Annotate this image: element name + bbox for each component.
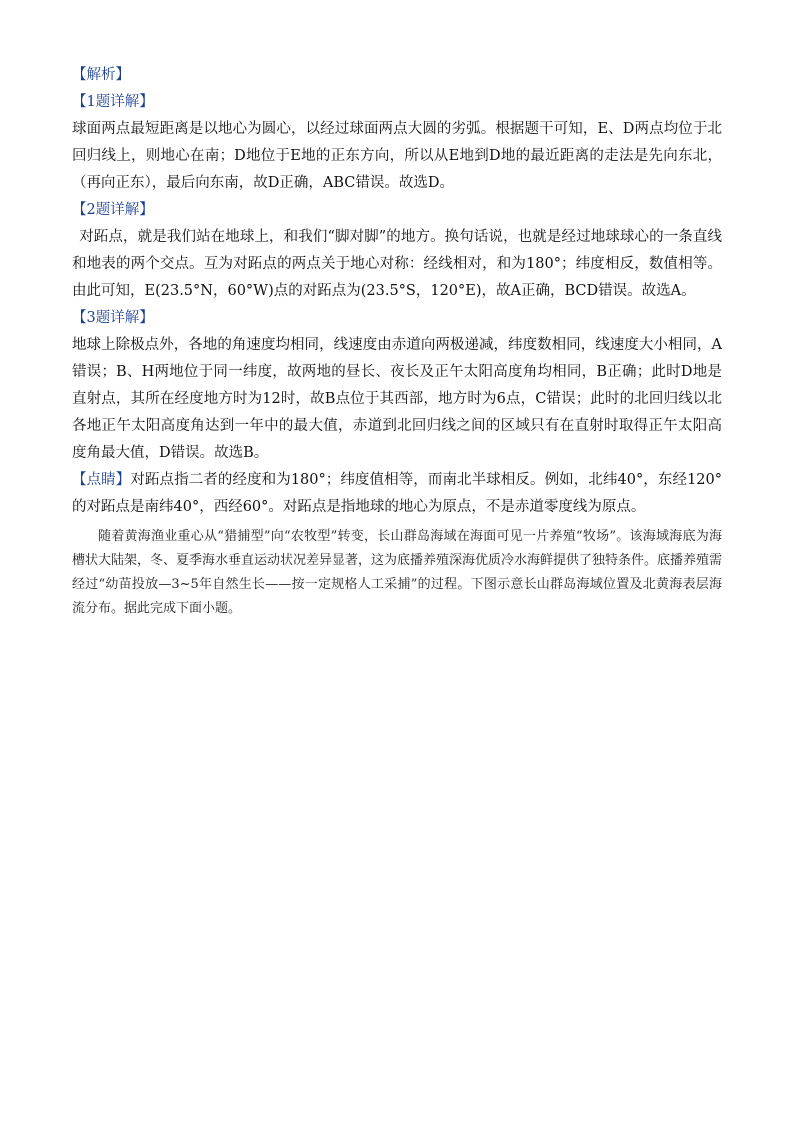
analysis-heading: 【解析】 [72, 67, 130, 83]
q3-heading: 【3题详解】 [72, 310, 154, 326]
q1-explanation: 球面两点最短距离是以地心为圆心，以经过球面两点大圆的劣弧。根据题干可知，E、D两点均位于北回归线上，则地心在南；D地位于E地的正东方向，所以从E地到D地的最近距离的走法是先向东北，（再向正东），最后向东南，故D正确，ABC错误。故选D。 [72, 121, 722, 191]
q1-heading: 【1题详解】 [72, 94, 154, 110]
q3-explanation: 地球上除极点外，各地的角速度均相同，线速度由赤道向两极递减，纬度数相同，线速度大小相同，A错误；B、H两地位于同一纬度，故两地的昼长、夜长及正午太阳高度角均相同，B正确；此时D地是直射点，其所在经度地方时为12时，故B点位于其西部，地方时为6点，C错误；此时的北回归线以北各地正午太阳高度角达到一年中的最大值，赤道到北回归线之间的区域只有在直射时取得正午太阳高度角最大值，D错误。故选B。 [72, 337, 722, 461]
q2-heading: 【2题详解】 [72, 202, 154, 218]
next-question-intro: 随着黄海渔业重心从“猎捕型”向“农牧型”转变，长山群岛海域在海面可见一片养殖“牧场”。该海域海底为海槽状大陆架，冬、夏季海水垂直运动状况差异显著，这为底播养殖深海优质冷水海鲜提供了独特条件。底播养殖需经过“幼苗投放—3~5年自然生长——按一定规格人工采捕”的过程。下图示意长山群岛海域位置及北黄海表层海流分布。据此完成下面小题。 [72, 529, 723, 616]
key-point-text: 对跖点指二者的经度和为180°；纬度值相等，而南北半球相反。例如，北纬40°，东经120°的对跖点是南纬40°，西经60°。对跖点是指地球的地心为原点，不是赤道零度线为原点。 [72, 472, 722, 515]
key-point-paragraph [72, 467, 722, 521]
answer-content [72, 62, 722, 634]
key-point-heading: 【点睛】 [72, 472, 131, 488]
q2-explanation: 对跖点，就是我们站在地球上，和我们“脚对脚”的地方。换句话说，也就是经过地球球心的一条直线和地表的两个交点。互为对跖点的两点关于地心对称：经线相对，和为180°；纬度相反，数值相等。由此可知，E(23.5°N，60°W)点的对跖点为(23.5°S，120°E)，故A正确，BCD错误。故选A。 [72, 229, 722, 299]
